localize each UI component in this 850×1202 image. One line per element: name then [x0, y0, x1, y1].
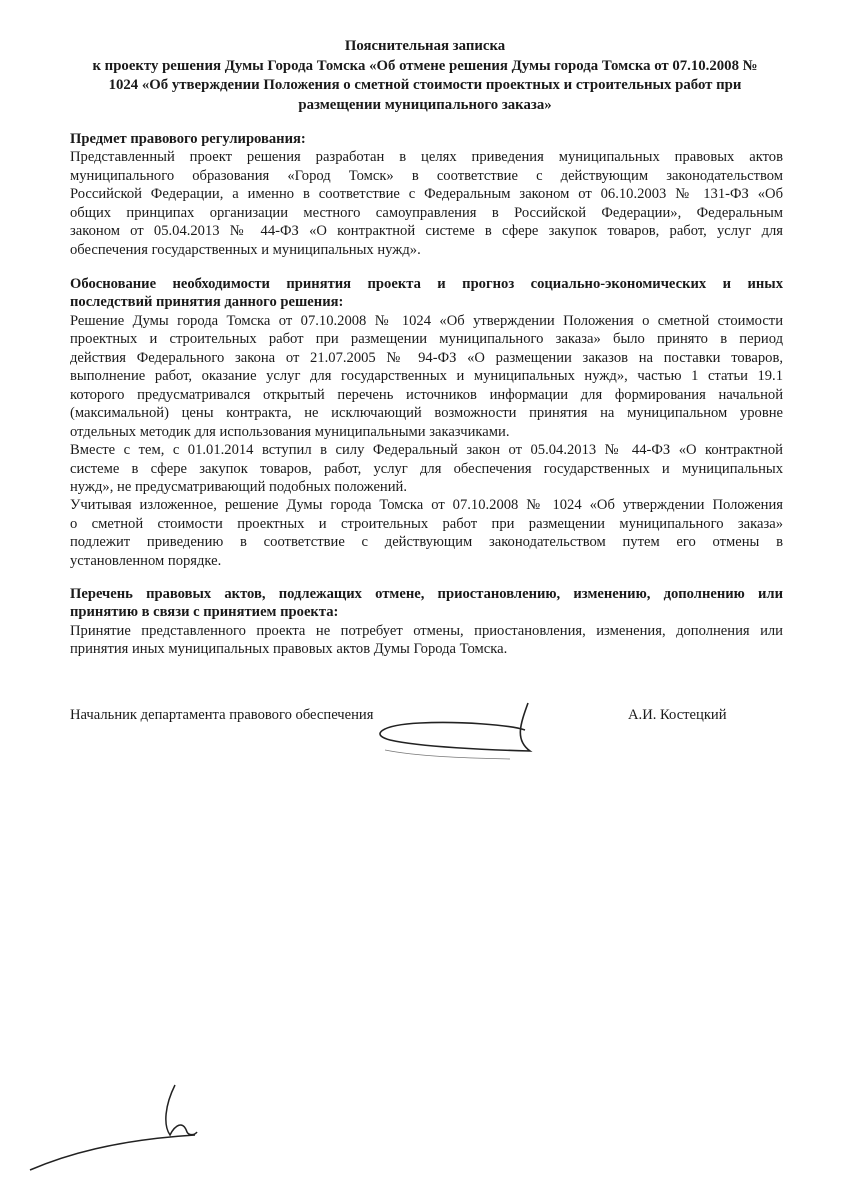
text-line: Вместе с тем, с 01.01.2014 вступил в силу Федеральный закон от 05.04.2013 № 44-ФЗ «О контрактной: [70, 442, 783, 459]
text-line: проектных и строительных работ при размещении муниципального заказа» было принято в период: [70, 331, 783, 348]
text-line: Представленный проект решения разработан в целях приведения муниципальных правовых актов: [70, 149, 783, 166]
section-affected-acts: [70, 585, 783, 659]
text-line: Решение Думы города Томска от 07.10.2008 № 1024 «Об утверждении Положения о сметной стоимости: [70, 312, 783, 329]
text-line: принятия иных муниципальных правовых актов Думы Города Томска.: [70, 641, 508, 658]
text-line: подлежит приведению в соответствие с действующим законодательством путем его отмены в: [70, 534, 783, 551]
text-line: муниципального образования «Город Томск» в соответствие с действующим законодательством: [70, 167, 783, 184]
section-heading: Перечень правовых актов, подлежащих отмене, приостановлению, изменению, дополнению или: [70, 586, 783, 602]
section-heading: последствий принятия данного решения:: [70, 294, 344, 311]
section-justification: [70, 275, 783, 570]
title-line: Пояснительная записка: [344, 38, 506, 54]
text-line: обеспечения государственных и муниципальных нужд».: [70, 241, 421, 258]
text-line: Учитывая изложенное, решение Думы города Томска от 07.10.2008 № 1024 «Об утверждении Положения: [70, 497, 783, 514]
text-line: (максимальной) цены контракта, не исключающий возможности принятия на муниципальном уровне: [70, 405, 783, 422]
title-line: 1024 «Об утверждении Положения о сметной стоимости проектных и строительных работ при: [108, 77, 742, 94]
section-heading: принятию в связи с принятием проекта:: [70, 604, 339, 621]
text-line: отдельных методик для использования муниципальными заказчиками.: [70, 423, 510, 440]
text-line: которого предусматривался открытый перечень источников информации для формирования начальной: [70, 386, 783, 403]
text-line: о сметной стоимости проектных и строительных работ при размещении муниципального заказа»: [70, 515, 783, 532]
section-subject: [70, 130, 783, 259]
text-line: системе в сфере закупок товаров, работ, услуг для обеспечения государственных и муниципальных: [70, 460, 783, 477]
title-line: к проекту решения Думы Города Томска «Об отмене решения Думы города Томска от 07.10.2008 №: [92, 57, 758, 74]
title-line: размещении муниципального заказа»: [298, 96, 552, 113]
text-line: Российской Федерации, а именно в соответствие с Федеральным законом от 06.10.2003 № 131-ФЗ «Об: [70, 186, 783, 203]
text-line: установленном порядке.: [70, 552, 222, 569]
section-heading: Предмет правового регулирования:: [70, 131, 306, 147]
signatory-position: Начальник департамента правового обеспечения: [70, 707, 374, 723]
document-title: [40, 37, 810, 115]
text-line: выполнение работ, оказание услуг для государственных и муниципальных нужд», частью 1 статьи 19.1: [70, 368, 783, 385]
text-line: нужд», не предусматривающий подобных положений.: [70, 478, 407, 495]
signatory-name: А.И. Костецкий: [628, 707, 727, 723]
text-line: общих принципах организации местного самоуправления в Российской Федерации», Федеральным: [70, 204, 783, 221]
text-line: действия Федерального закона от 21.07.2005 № 94-ФЗ «О размещении заказов на поставки товаров,: [70, 349, 783, 366]
handwritten-initials: [25, 1080, 215, 1175]
text-line: Принятие представленного проекта не потребует отмены, приостановления, изменения, дополнения или: [70, 622, 783, 639]
section-heading: Обоснование необходимости принятия проекта и прогноз социально-экономических и иных: [70, 276, 783, 292]
text-line: законом от 05.04.2013 № 44-ФЗ «О контрактной системе в сфере закупок товаров, работ, услуг для: [70, 223, 783, 240]
handwritten-signature: [360, 695, 560, 775]
